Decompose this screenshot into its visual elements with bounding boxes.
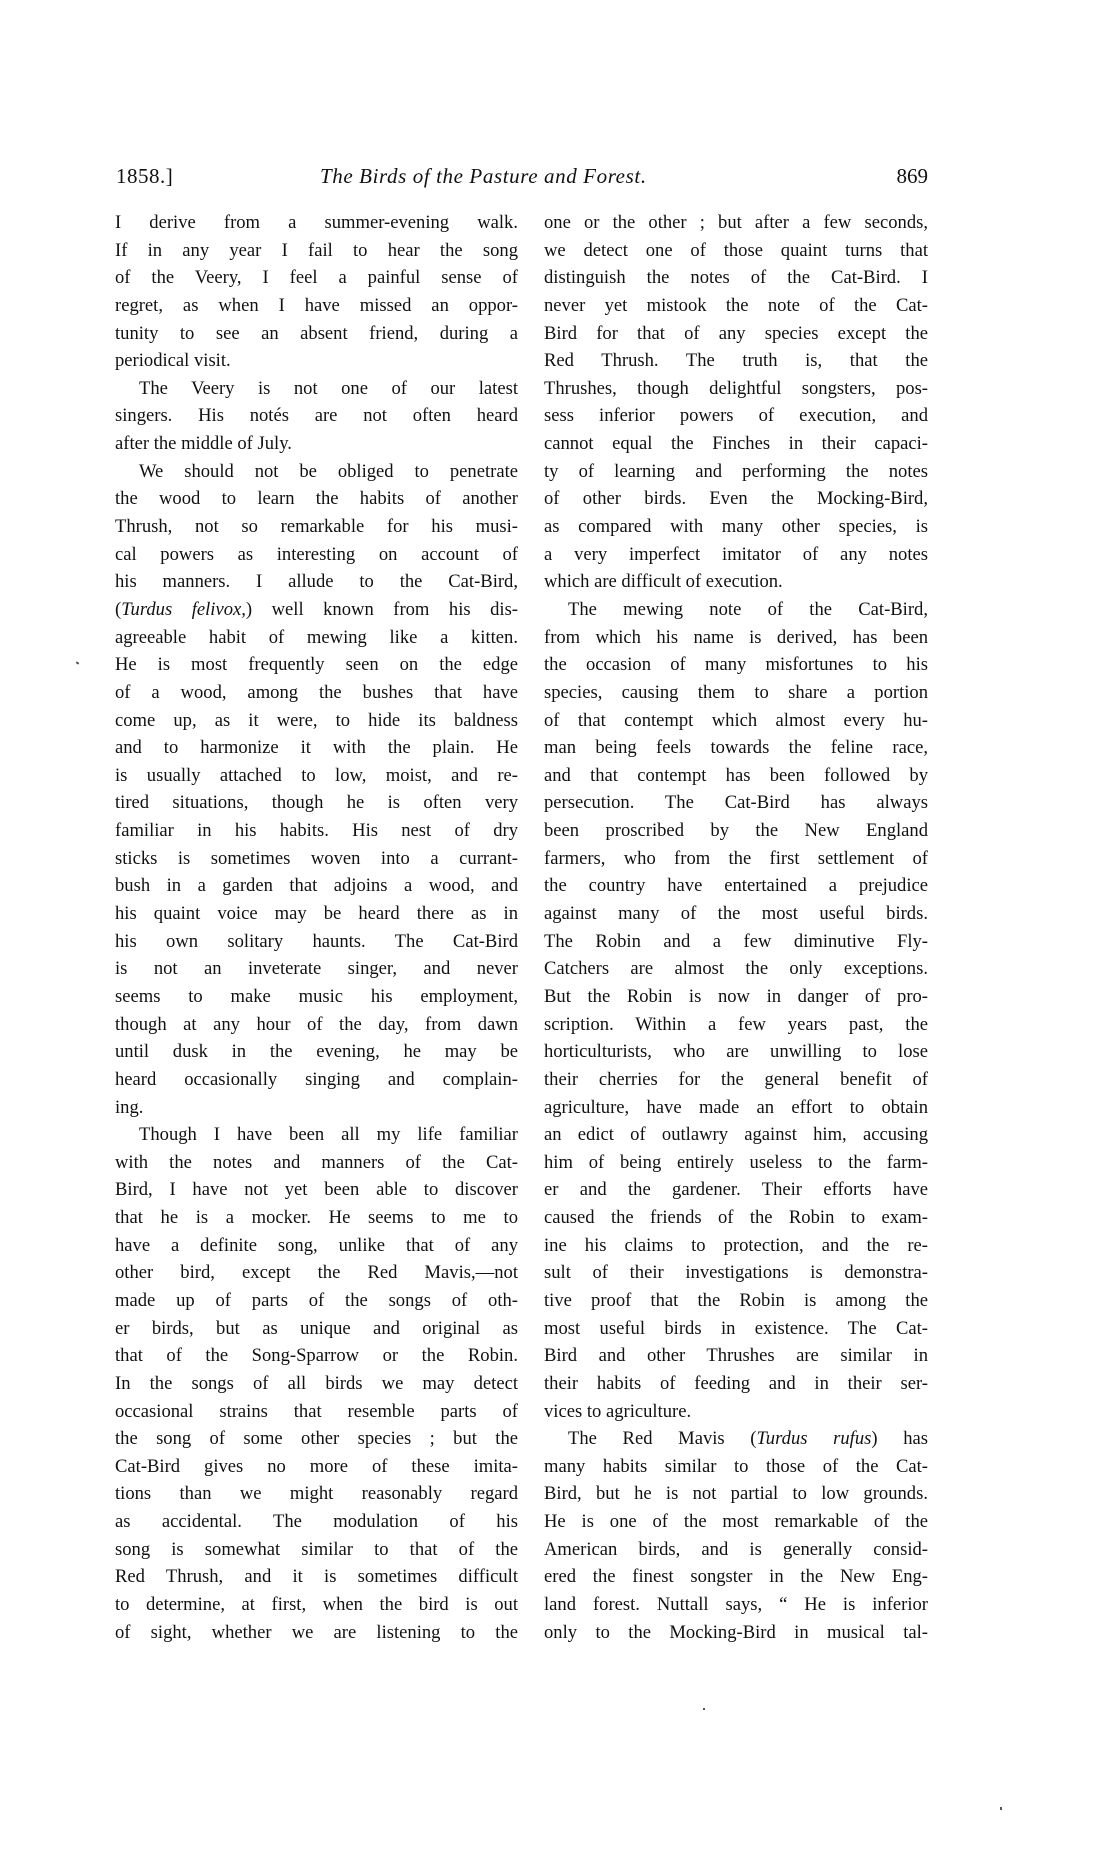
text-line	[115, 347, 518, 375]
text-line	[115, 817, 518, 845]
text-line	[544, 734, 928, 762]
text-segment: against many of the most useful birds.	[544, 903, 928, 925]
text-line	[544, 1038, 928, 1066]
text-segment: as accidental. The modulation of his	[115, 1511, 518, 1533]
text-segment: land forest. Nuttall says, “ He is inferior	[544, 1594, 928, 1616]
text-segment: never yet mistook the note of the Cat-	[544, 294, 928, 316]
text-line	[115, 1204, 518, 1232]
page-number: 869	[896, 164, 928, 188]
text-segment: which are difficult of execution.	[544, 571, 783, 593]
text-line	[115, 1508, 518, 1536]
text-segment: The Red Mavis (	[568, 1428, 757, 1450]
text-line	[544, 1232, 928, 1260]
text-segment: Though I have been all my life familiar	[139, 1124, 518, 1146]
text-segment: their cherries for the general benefit of	[544, 1068, 928, 1090]
text-segment: after the middle of July.	[115, 433, 292, 455]
text-line	[115, 292, 518, 320]
text-segment: the wood to learn the habits of another	[115, 488, 518, 510]
text-line	[115, 1038, 518, 1066]
text-line	[115, 375, 518, 403]
text-segment: the country have entertained a prejudice	[544, 875, 928, 897]
text-line	[544, 679, 928, 707]
text-segment: the song of some other species ; but the	[115, 1428, 518, 1450]
text-segment: an edict of outlawry against him, accusing	[544, 1124, 928, 1146]
text-segment: Red Thrush. The truth is, that the	[544, 350, 928, 372]
text-segment: we detect one of those quaint turns that	[544, 239, 928, 261]
text-line	[544, 1149, 928, 1177]
text-line	[544, 1315, 928, 1343]
text-segment: until dusk in the evening, he may be	[115, 1041, 518, 1063]
running-head	[116, 164, 928, 194]
text-line	[544, 485, 928, 513]
text-line	[544, 1094, 928, 1122]
text-line	[115, 1536, 518, 1564]
text-line	[115, 1425, 518, 1453]
text-segment: their habits of feeding and in their ser-	[544, 1372, 928, 1394]
text-segment: is not an inveterate singer, and never	[115, 958, 518, 980]
text-line	[544, 1425, 928, 1453]
text-line	[115, 762, 518, 790]
text-line	[115, 1480, 518, 1508]
text-line	[115, 209, 518, 237]
text-segment: agriculture, have made an effort to obtain	[544, 1096, 928, 1118]
text-line	[115, 624, 518, 652]
speck-mark	[703, 1708, 705, 1710]
text-line	[115, 541, 518, 569]
text-segment: In the songs of all birds we may detect	[115, 1372, 518, 1394]
text-segment: cannot equal the Finches in their capaci-	[544, 433, 928, 455]
text-line	[115, 1287, 518, 1315]
text-segment: sticks is sometimes woven into a currant-	[115, 847, 518, 869]
text-line	[115, 1563, 518, 1591]
text-line	[544, 513, 928, 541]
text-line	[115, 1121, 518, 1149]
text-line	[115, 402, 518, 430]
text-segment: agreeable habit of mewing like a kitten.	[115, 626, 518, 648]
text-line	[544, 1453, 928, 1481]
text-segment: Thrushes, though delightful songsters, pos-	[544, 377, 928, 399]
text-segment: of the Veery, I feel a painful sense of	[115, 267, 518, 289]
text-line	[544, 375, 928, 403]
text-segment: of sight, whether we are listening to the	[115, 1621, 518, 1643]
text-segment: to determine, at first, when the bird is out	[115, 1594, 518, 1616]
text-line	[115, 845, 518, 873]
text-line	[115, 789, 518, 817]
text-segment: He is most frequently seen on the edge	[115, 654, 518, 676]
text-segment: ing.	[115, 1096, 144, 1118]
text-segment: come up, as it were, to hide its baldness	[115, 709, 518, 731]
text-segment: species, causing them to share a portion	[544, 681, 928, 703]
text-segment: and to harmonize it with the plain. He	[115, 737, 518, 759]
text-segment: man being feels towards the feline race,	[544, 737, 928, 759]
text-line	[544, 1508, 928, 1536]
text-segment: a very imperfect imitator of any notes	[544, 543, 928, 565]
text-line	[544, 983, 928, 1011]
text-line	[544, 762, 928, 790]
italic-latin-name: Turdus rufus	[756, 1428, 872, 1450]
text-line	[544, 651, 928, 679]
text-line	[115, 872, 518, 900]
text-line	[544, 1342, 928, 1370]
text-segment: seems to make music his employment,	[115, 985, 518, 1007]
text-line	[544, 872, 928, 900]
text-line	[544, 1398, 928, 1426]
text-line	[115, 1453, 518, 1481]
text-line	[115, 679, 518, 707]
text-line	[544, 596, 928, 624]
text-segment: er and the gardener. Their efforts have	[544, 1179, 928, 1201]
text-segment: ty of learning and performing the notes	[544, 460, 928, 482]
text-segment: He is one of the most remarkable of the	[544, 1511, 928, 1533]
text-segment: is usually attached to low, moist, and re-	[115, 764, 518, 786]
text-segment: ) well known from his dis-	[245, 598, 518, 620]
header-year: 1858.]	[116, 164, 174, 188]
text-line	[115, 596, 518, 624]
text-segment: Red Thrush, and it is sometimes difficult	[115, 1566, 518, 1588]
text-segment: scription. Within a few years past, the	[544, 1013, 928, 1035]
text-segment: American birds, and is generally consid-	[544, 1538, 928, 1560]
text-line	[115, 458, 518, 486]
text-segment: (	[115, 598, 122, 620]
text-segment: with the notes and manners of the Cat-	[115, 1151, 518, 1173]
text-line	[115, 264, 518, 292]
text-segment: him of being entirely useless to the farm-	[544, 1151, 928, 1173]
text-line	[115, 1315, 518, 1343]
text-line	[115, 983, 518, 1011]
text-segment: The Veery is not one of our latest	[139, 377, 518, 399]
text-segment: bush in a garden that adjoins a wood, and	[115, 875, 518, 897]
text-line	[115, 513, 518, 541]
text-line	[544, 1619, 928, 1647]
text-line	[544, 900, 928, 928]
text-segment: persecution. The Cat-Bird has always	[544, 792, 928, 814]
text-segment: his quaint voice may be heard there as in	[115, 903, 518, 925]
text-line	[544, 789, 928, 817]
text-segment: Bird, I have not yet been able to discover	[115, 1179, 518, 1201]
text-line	[115, 1619, 518, 1647]
text-line	[544, 1121, 928, 1149]
text-line	[115, 568, 518, 596]
text-line	[544, 707, 928, 735]
text-segment: We should not be obliged to penetrate	[139, 460, 518, 482]
text-line	[115, 734, 518, 762]
text-segment: many habits similar to those of the Cat-	[544, 1455, 928, 1477]
text-segment: distinguish the notes of the Cat-Bird. I	[544, 267, 928, 289]
text-line	[544, 845, 928, 873]
text-segment: horticulturists, who are unwilling to lose	[544, 1041, 928, 1063]
text-line	[115, 430, 518, 458]
text-segment: farmers, who from the first settlement of	[544, 847, 928, 869]
text-segment: periodical visit.	[115, 350, 231, 372]
text-segment: as compared with many other species, is	[544, 516, 928, 538]
left-text-column	[115, 209, 518, 1646]
text-line	[544, 237, 928, 265]
text-line	[544, 1011, 928, 1039]
text-segment: most useful birds in existence. The Cat-	[544, 1317, 928, 1339]
text-segment: sult of their investigations is demonstra-	[544, 1262, 928, 1284]
text-line	[115, 1149, 518, 1177]
text-line	[544, 1287, 928, 1315]
text-segment: Catchers are almost the only exceptions.	[544, 958, 928, 980]
text-segment: vices to agriculture.	[544, 1400, 692, 1422]
margin-tick-mark	[76, 661, 80, 664]
text-segment: been proscribed by the New England	[544, 820, 928, 842]
text-line	[544, 402, 928, 430]
text-line	[544, 568, 928, 596]
text-segment: other bird, except the Red Mavis,—not	[115, 1262, 518, 1284]
text-segment: regret, as when I have missed an oppor-	[115, 294, 518, 316]
text-segment: of other birds. Even the Mocking-Bird,	[544, 488, 928, 510]
text-segment: that he is a mocker. He seems to me to	[115, 1207, 518, 1229]
text-segment: of that contempt which almost every hu-	[544, 709, 928, 731]
speck-mark	[1000, 1807, 1002, 1810]
text-line	[115, 1011, 518, 1039]
text-segment: The Robin and a few diminutive Fly-	[544, 930, 928, 952]
text-segment: song is somewhat similar to that of the	[115, 1538, 518, 1560]
text-segment: cal powers as interesting on account of	[115, 543, 518, 565]
text-line	[544, 624, 928, 652]
text-segment: I derive from a summer-evening walk.	[115, 212, 518, 233]
text-segment: ine his claims to protection, and the re-	[544, 1234, 928, 1256]
text-segment: Bird for that of any species except the	[544, 322, 928, 344]
text-line	[544, 1563, 928, 1591]
text-segment: Bird and other Thrushes are similar in	[544, 1345, 928, 1367]
text-segment: tunity to see an absent friend, during a	[115, 322, 518, 344]
text-line	[115, 1591, 518, 1619]
text-line	[544, 264, 928, 292]
text-segment: that of the Song-Sparrow or the Robin.	[115, 1345, 518, 1367]
text-line	[115, 1094, 518, 1122]
text-segment: tired situations, though he is often very	[115, 792, 518, 814]
text-segment: singers. His notés are not often heard	[115, 405, 518, 427]
text-segment: occasional strains that resemble parts of	[115, 1400, 518, 1422]
text-segment: Thrush, not so remarkable for his musi-	[115, 516, 518, 538]
text-segment: though at any hour of the day, from dawn	[115, 1013, 518, 1035]
text-segment: If in any year I fail to hear the song	[115, 239, 518, 261]
text-line	[544, 320, 928, 348]
text-segment: Bird, but he is not partial to low grounds.	[544, 1483, 928, 1505]
text-line	[544, 430, 928, 458]
text-line	[115, 320, 518, 348]
text-segment: The mewing note of the Cat-Bird,	[568, 598, 928, 620]
text-line	[544, 955, 928, 983]
text-segment: caused the friends of the Robin to exam-	[544, 1207, 928, 1229]
text-line	[115, 1342, 518, 1370]
text-segment: one or the other ; but after a few seconds,	[544, 212, 928, 233]
text-line	[544, 209, 928, 237]
text-segment: only to the Mocking-Bird in musical tal-	[544, 1621, 928, 1643]
text-segment: have a definite song, unlike that of any	[115, 1234, 518, 1256]
text-line	[544, 292, 928, 320]
text-segment: and that contempt has been followed by	[544, 764, 928, 786]
text-segment: tive proof that the Robin is among the	[544, 1289, 928, 1311]
text-line	[115, 237, 518, 265]
text-line	[544, 541, 928, 569]
text-line	[544, 1370, 928, 1398]
text-line	[115, 707, 518, 735]
text-segment: Cat-Bird gives no more of these imita-	[115, 1455, 518, 1477]
text-line	[544, 1176, 928, 1204]
text-segment: his manners. I allude to the Cat-Bird,	[115, 571, 518, 593]
text-segment: heard occasionally singing and complain-	[115, 1068, 518, 1090]
text-line	[115, 955, 518, 983]
text-line	[544, 1066, 928, 1094]
text-line	[544, 817, 928, 845]
text-line	[115, 1066, 518, 1094]
text-segment: the occasion of many misfortunes to his	[544, 654, 928, 676]
text-line	[544, 1591, 928, 1619]
text-line	[544, 1536, 928, 1564]
text-line	[115, 1176, 518, 1204]
text-line	[544, 347, 928, 375]
text-segment: But the Robin is now in danger of pro-	[544, 985, 928, 1007]
header-title: The Birds of the Pasture and Forest.	[320, 164, 647, 188]
text-segment: er birds, but as unique and original as	[115, 1317, 518, 1339]
text-segment: familiar in his habits. His nest of dry	[115, 820, 518, 842]
text-line	[115, 1232, 518, 1260]
text-segment: ered the finest songster in the New Eng-	[544, 1566, 928, 1588]
text-segment: his own solitary haunts. The Cat-Bird	[115, 930, 518, 952]
text-line	[115, 485, 518, 513]
right-text-column	[544, 209, 928, 1646]
text-line	[544, 928, 928, 956]
text-line	[115, 928, 518, 956]
text-segment: of a wood, among the bushes that have	[115, 681, 518, 703]
text-line	[115, 1259, 518, 1287]
text-line	[115, 900, 518, 928]
text-segment: ) has	[871, 1428, 928, 1450]
text-segment: sess inferior powers of execution, and	[544, 405, 928, 427]
italic-latin-name: Turdus felivox,	[121, 598, 246, 620]
text-line	[115, 651, 518, 679]
text-segment: from which his name is derived, has been	[544, 626, 928, 648]
text-line	[544, 1204, 928, 1232]
text-line	[115, 1398, 518, 1426]
text-line	[544, 1480, 928, 1508]
text-line	[544, 1259, 928, 1287]
text-segment: made up of parts of the songs of oth-	[115, 1289, 518, 1311]
text-line	[544, 458, 928, 486]
text-line	[115, 1370, 518, 1398]
text-segment: tions than we might reasonably regard	[115, 1483, 518, 1505]
